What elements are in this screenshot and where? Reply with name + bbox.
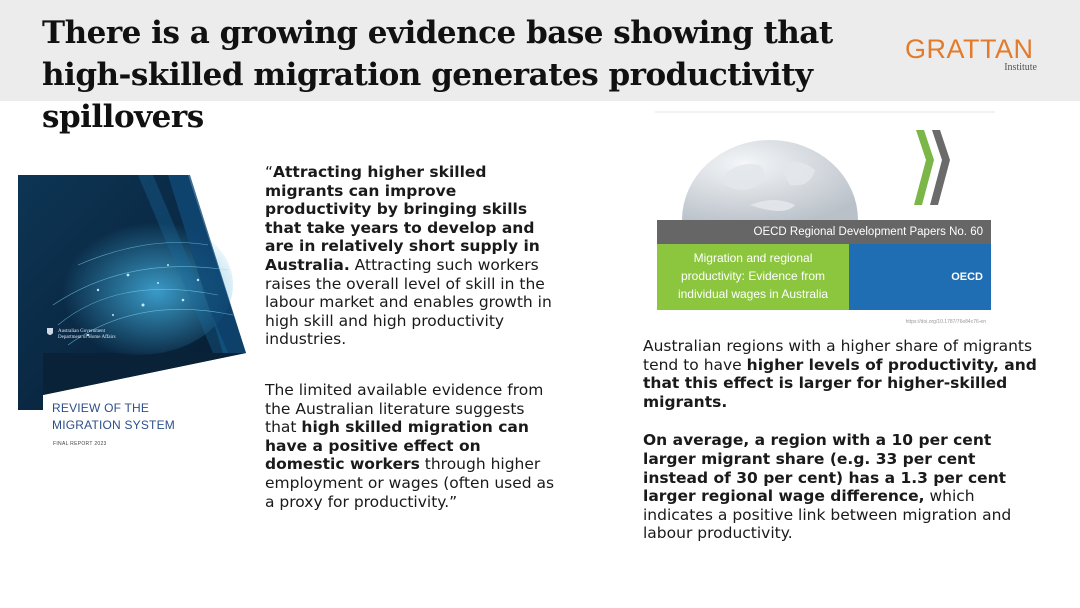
header-band — [0, 0, 1080, 135]
quote-paragraph-2 — [265, 381, 555, 511]
quote-p2-start: The limited available evidence from the Australian literature suggests that — [265, 380, 544, 437]
findings-paragraph-1 — [643, 337, 1043, 411]
oecd-doi: https://doi.org/10.1787/76e84c76-en — [905, 319, 986, 325]
grattan-logo — [905, 35, 1045, 73]
cover-title — [52, 400, 242, 434]
findings-p2-rest: which indicates a positive link between migration and labour productivity. — [643, 487, 1012, 543]
cover-gov-line2: Department of Home Affairs — [58, 335, 116, 340]
oecd-title-line2: productivity: Evidence from — [680, 269, 826, 283]
cover-title-line1: REVIEW OF THE — [52, 401, 150, 415]
government-crest-icon — [46, 327, 54, 337]
oecd-series-label: OECD Regional Development Papers No. 60 — [753, 226, 983, 238]
findings-p1-bold: higher levels of productivity, and that this effect is larger for higher-skilled migrants. — [643, 355, 1037, 411]
oecd-paper-cover — [650, 110, 1000, 330]
oecd-publisher-panel — [849, 244, 991, 310]
slide-title: There is a growing evidence base showing that high-skilled migration generates productivity spillovers — [42, 15, 833, 135]
oecd-title-line3: individual wages in Australia — [677, 287, 829, 301]
findings-p2-bold: On average, a region with a 10 per cent larger migrant share (e.g. 33 per cent instead of 30 per cent) has a 1.3 per cent larger regional wage difference, — [643, 431, 1007, 506]
cover-gov-label — [58, 329, 168, 341]
cover-title-line2: MIGRATION SYSTEM — [52, 418, 175, 432]
oecd-series-bar — [657, 220, 991, 244]
logo-subtitle: Institute — [1004, 62, 1037, 73]
review-quote — [265, 163, 555, 511]
findings-paragraph-2 — [643, 431, 1043, 543]
quote-p1-rest: Attracting such workers raises the overall level of skill in the labour market and enables growth in high skill and high productivity industries. — [265, 255, 552, 349]
quote-open-mark: “ — [265, 163, 274, 181]
logo-wordmark: GRATTAN — [905, 34, 1034, 64]
quote-p1-bold: Attracting higher skilled migrants can improve productivity by bringing skills that take years to develop and are in relatively short supply in Australia. — [265, 163, 540, 274]
cover-gov-line1: Australian Government — [58, 329, 106, 334]
oecd-publisher-label: OECD — [951, 271, 983, 283]
oecd-findings — [643, 337, 1043, 543]
cover-subtitle: FINAL REPORT 2023 — [53, 441, 107, 447]
findings-p1-start: Australian regions with a higher share of migrants tend to have — [643, 337, 1033, 374]
oecd-paper-title — [657, 244, 849, 310]
oecd-chevron-logo-icon — [912, 130, 952, 210]
quote-p2-bold: high skilled migration can have a positive effect on domestic workers — [265, 418, 529, 474]
quote-paragraph-1 — [265, 163, 555, 349]
oecd-title-line1: Migration and regional — [693, 251, 813, 265]
quote-p2-rest: through higher employment or wages (often used as a proxy for productivity.” — [265, 455, 555, 511]
